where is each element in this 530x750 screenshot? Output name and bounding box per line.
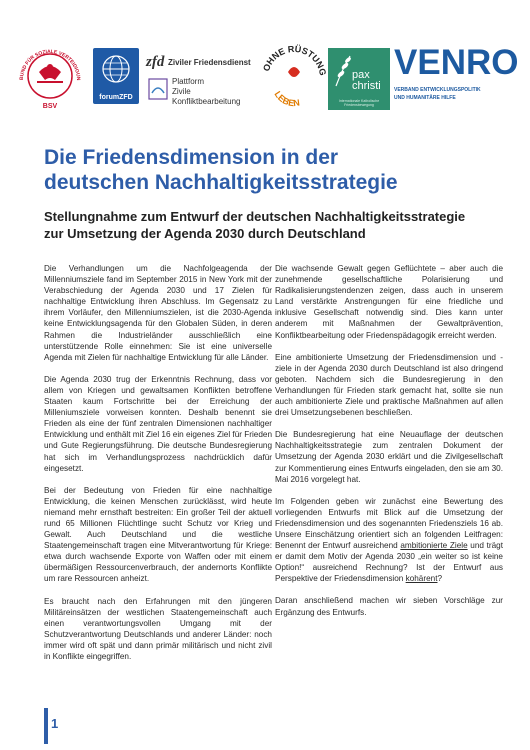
right-column (275, 263, 503, 629)
plattform-icon (148, 78, 168, 100)
paragraph: Daran anschließend machen wir sieben Vorschläge zur Ergänzung des Entwurfs. (275, 596, 503, 617)
bsv-logo (15, 40, 85, 112)
paragraph: Es braucht nach den Erfahrungen mit den jüngeren Militäreinsätzen der westlichen Staatengemeinschaft auch einen verantwortungsvollen Umgang mit der Schutzverantwortung Deutschlands und anderer Länder: noch immer wird oft spät und dann primär militärisch und nicht zivil in Konflikte eingegriffen. (44, 596, 272, 661)
plattform-line2: Zivile (172, 87, 191, 96)
venro-logo (394, 44, 519, 103)
pax-christi-logo (328, 48, 390, 110)
title-line-2: deutschen Nachhaltigkeitsstrategie (44, 171, 398, 194)
forumzfd-logo (93, 48, 139, 104)
text-run: ? (437, 574, 443, 584)
globe-icon (101, 54, 131, 84)
underlined-term: ambitionierte Ziele (400, 541, 468, 551)
paragraph: Die Agenda 2030 trug der Erkenntnis Rechnung, dass vor allem von Kriegen und gewaltsamen Konflikten betroffene Staaten kaum Fortschritte bei der Erreichung der Milleniumsziele vorweisen konnten. Deshalb benennt sie Frieden als eine der fünf zentralen Dimensionen nachhaltiger Entwicklung und enthält mit Ziel 16 ein eigenes Ziel für Frieden und Gute Regierungsführung. Die deutsche Bundesregierung hat sich im Verhandlungsprozess nachdrücklich dafür eingesetzt. (44, 374, 273, 473)
pax-small-text: Internationale Katholische Friedensbewegung (338, 99, 380, 107)
title-line-1: Die Friedensdimension in der (44, 146, 339, 169)
zfd-logo (146, 53, 251, 71)
paragraph-leitfragen (275, 496, 503, 585)
ohne-ruestung-leben-logo (258, 38, 330, 114)
olive-branch-icon (332, 52, 354, 88)
page-number-bar (44, 708, 48, 744)
paragraph: Eine ambitionierte Umsetzung der Friedensdimension und -ziele in der Agenda 2030 durch Deutschland ist also dringend geboten. Nachdem sich die Bundesregierung in den Verhandlungen für Frieden stark gemacht hat, sollte sie nun auch ambitionierte Ziele und praktische Maßnahmen auf allen drei Umsetzungsebenen beschließen. (275, 352, 503, 418)
pax-word (352, 70, 381, 92)
ohne-bottom-text: LEBEN (272, 89, 301, 109)
page-number: 1 (51, 716, 59, 731)
left-column (44, 263, 272, 673)
zfd-mark: zfd (146, 54, 165, 70)
plattform-line1: Plattform (172, 77, 205, 86)
zfd-text: Ziviler Friedensdienst (168, 58, 251, 67)
subtitle-line-2: zur Umsetzung der Agenda 2030 durch Deutschland (44, 226, 366, 241)
venro-sub1: VERBAND ENTWICKLUNGSPOLITIK (394, 87, 481, 93)
plattform-line3: Konfliktbearbeitung (172, 97, 241, 106)
underlined-term: kohärent (405, 574, 438, 584)
page-subtitle (44, 208, 514, 242)
svg-text:LEBEN (272, 89, 300, 108)
pax-word1: pax (352, 69, 370, 81)
bsv-abbr: BSV (42, 103, 58, 110)
pax-word2: christi (352, 80, 381, 92)
ohne-top-text: OHNE RÜSTUNG (261, 43, 328, 77)
text-run: Im Folgenden geben wir zunächst eine Bewertung des vorliegenden Entwurfs mit Blick auf die Umsetzung der Friedensdimension und des sogenannten Friedensziels 16 ab. Unsere Einschätzung orientiert sich an folgenden Leitfragen: Benennt der Entwurf ausreichend (275, 496, 503, 551)
forumzfd-label: forumZFD (99, 94, 133, 101)
paragraph: Bei der Bedeutung von Frieden für eine nachhaltige Entwicklung, die keinen Menschen zurücklässt, wird heute niemand mehr ernsthaft bestreiten: Ein großer Teil der aktuell rund 65 Millionen Flüchtlinge sucht Schutz vor Krieg und Gewalt. Auch Deutschland und die westliche Staatengemeinschaft tragen eine Mitverantwortung für Kriege: etwa durch wachsende Exporte von Waffen oder mit einem übermäßigen Ressourcenverbrauch, der andernorts Konflikte um rare Ressourcen anheizt. (44, 485, 272, 584)
venro-wordmark: VENRO (394, 43, 519, 82)
bsv-ring-text: BUND FÜR SOZIALE VERTEIDIGUN (18, 48, 82, 81)
bird-icon (288, 67, 300, 77)
paragraph: Die Bundesregierung hat eine Neuauflage der deutschen Nachhaltigkeitsstrategie zum zentralen Dokument der Umsetzung der Agenda 2030 erklärt und die Zivilgesellschaft zur Kommentierung eines Entwurfs eingeladen, den sie am 30. Mai 2016 vorgelegt hat. (275, 430, 504, 484)
text-run: und trägt er damit dem Motiv der Agenda 2030 „ein weiter so ist keine Option!“ ausreichend Rechnung? Ist der Entwurf aus Perspektive der Friedensdimension (275, 541, 503, 584)
paragraph: Die Verhandlungen um die Nachfolgeagenda der Millenniumsziele fand im September 2015 in New York mit der Verabschiedung der Agenda 2030 und 17 Zielen für nachhaltige Entwicklung ihren Abschluss. Im Gegensatz zu ihrem Vorläufer, den Millenniumszielen, ist die 2030-Agenda keine Entwicklungsagenda für den Globalen Süden, in deren Rahmen die Industrieländer ausschließlich eine unterstützende Rolle einnehmen: Sie ist eine universelle Agenda mit Zielen für nachhaltige Entwicklung für alle Länder. (44, 264, 272, 362)
venro-sub2: UND HUMANITÄRE HILFE (394, 95, 456, 101)
subtitle-line-1: Stellungnahme zum Entwurf der deutschen Nachhaltigkeitsstrategie (44, 209, 466, 224)
page-title (44, 145, 504, 195)
paragraph: Die wachsende Gewalt gegen Geflüchtete – aber auch die zunehmende gesellschaftliche Polarisierung und Radikalisierungstendenzen zeigen, dass auch in unserem Land verstärkte Anstrengungen für eine friedliche und inklusive Gesellschaft notwendig sind. Dies kann unter anderem mit Maßnahmen der Gewaltprävention, Konfliktbearbeitung oder Friedenspädagogik erreicht werden. (275, 264, 503, 340)
plattform-logo (148, 75, 273, 107)
